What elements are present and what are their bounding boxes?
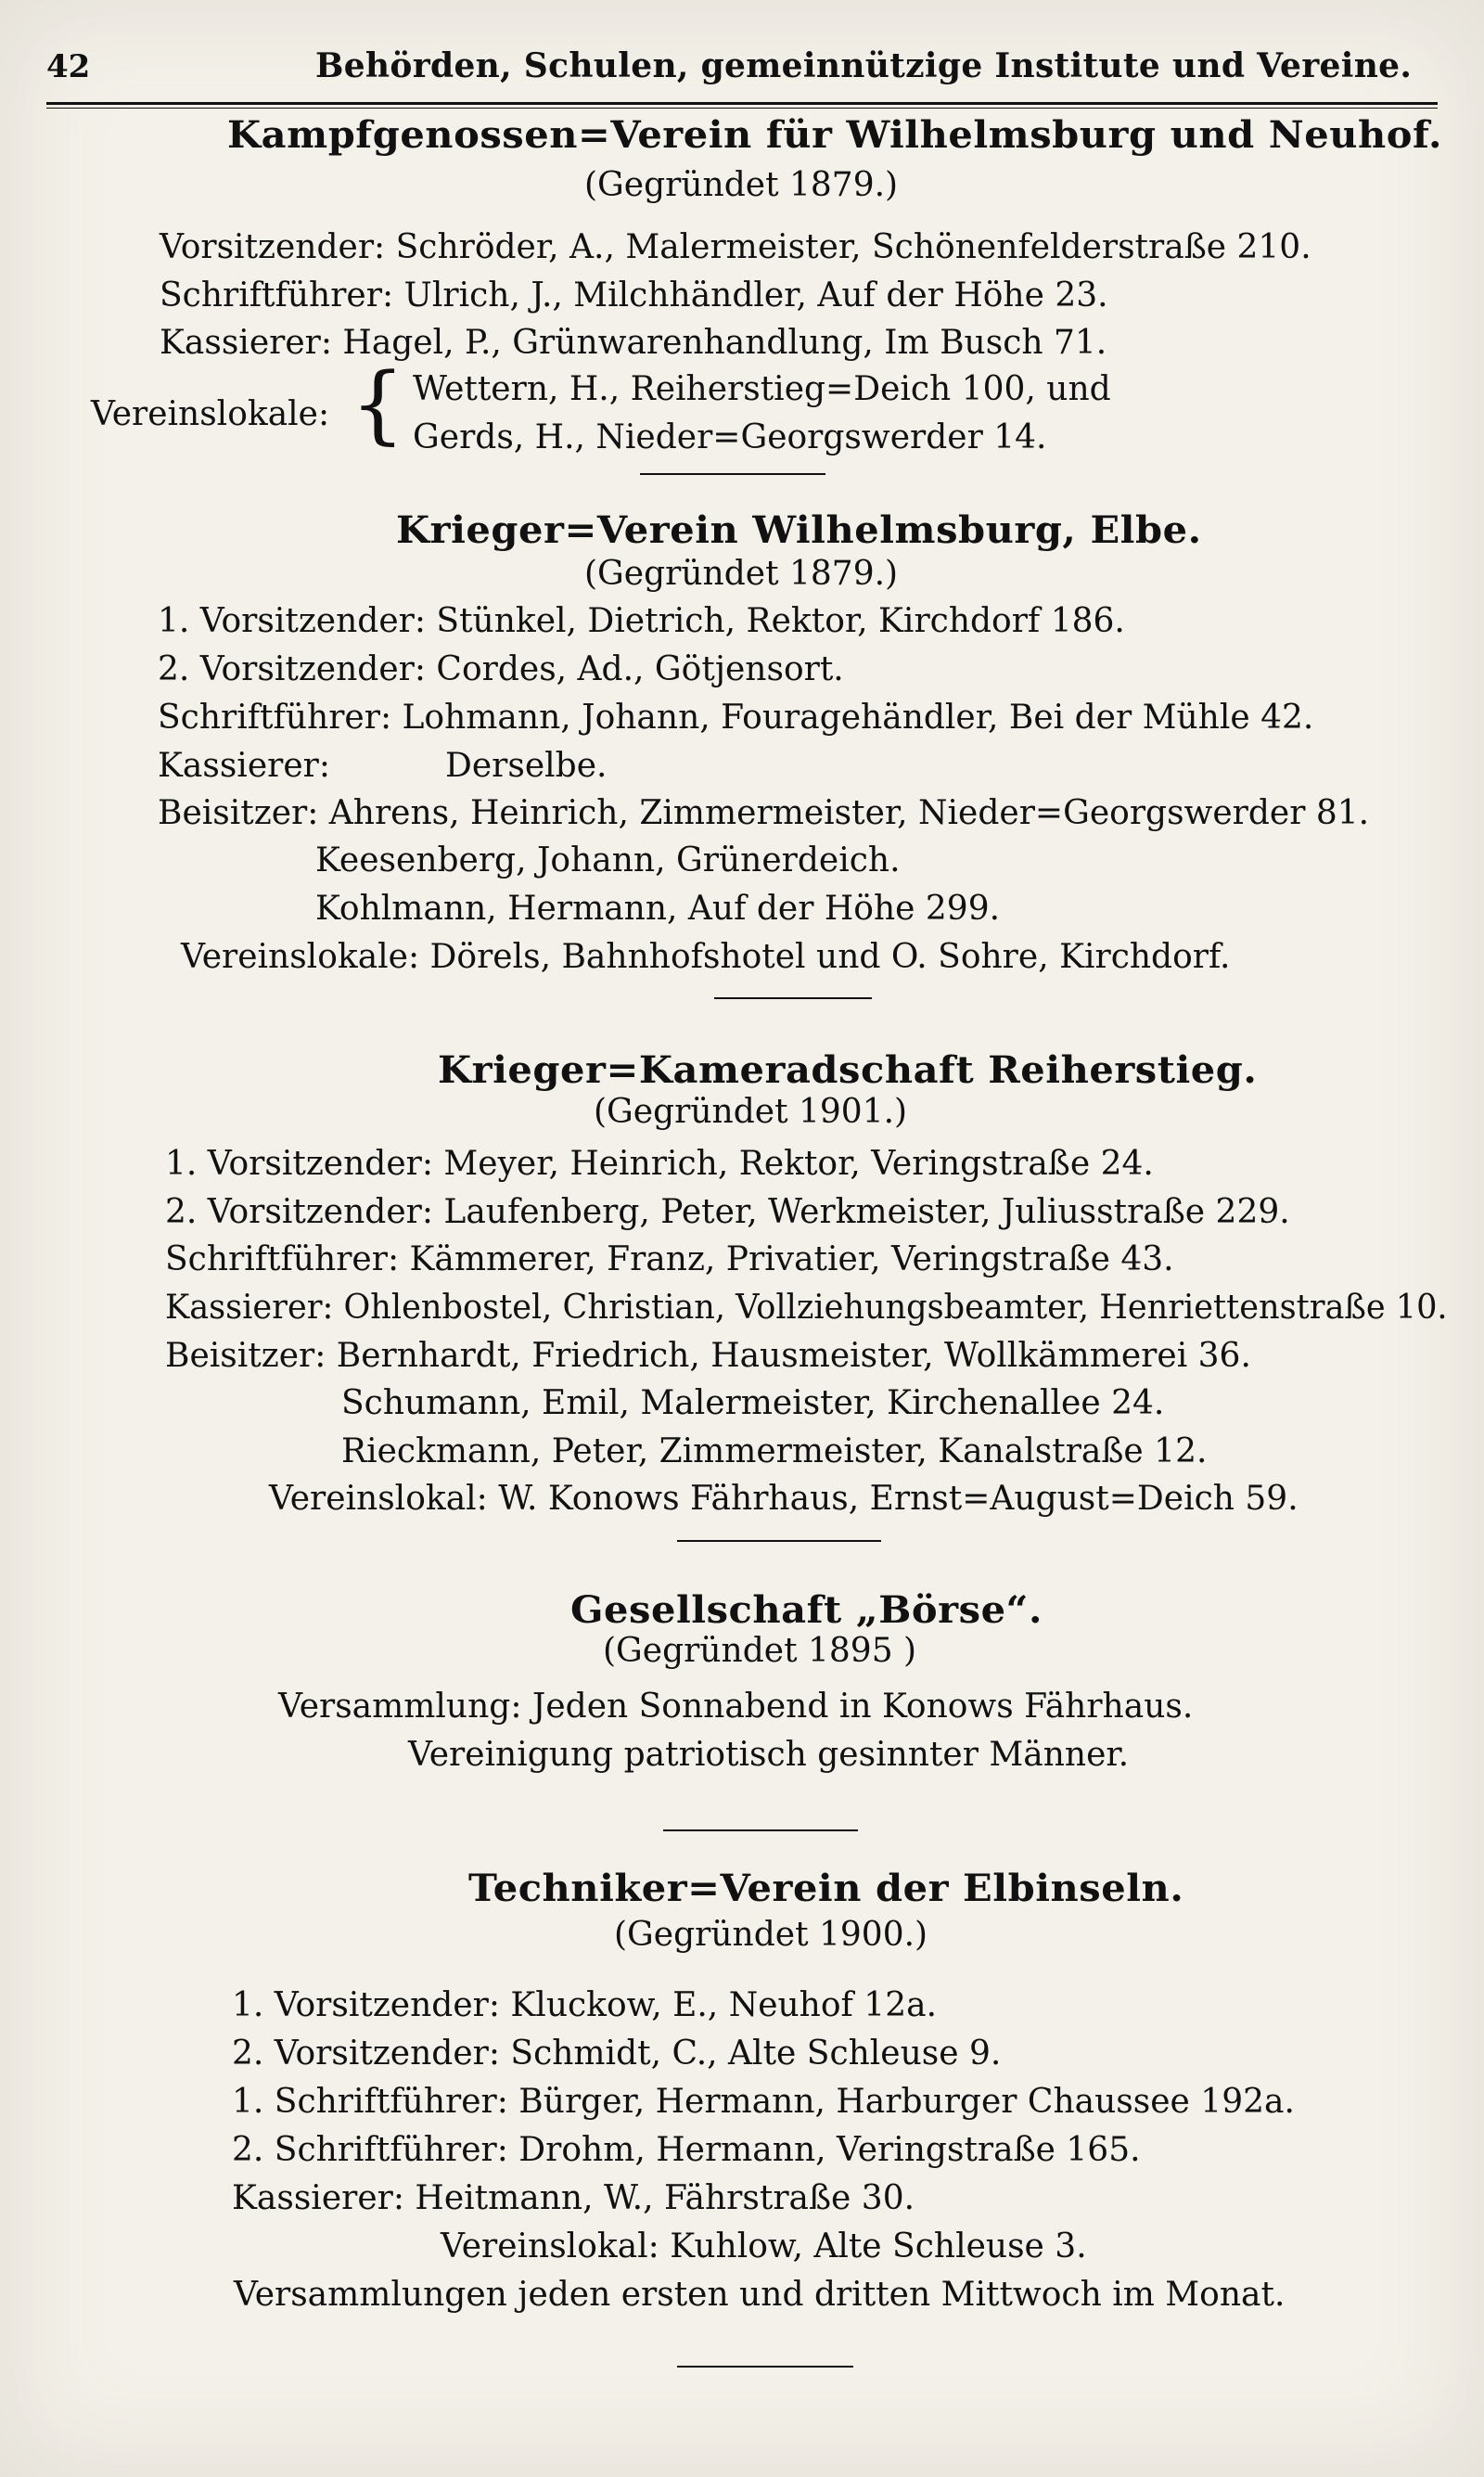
running-head: Behörden, Schulen, gemeinnützige Institute und Vereine.	[315, 46, 1413, 85]
entry-line: Vereinigung patriotisch gesinnter Männer.	[408, 1736, 1130, 1774]
section-title: Gesellschaft „Börse“.	[570, 1588, 1043, 1632]
entry-line: Kohlmann, Hermann, Auf der Höhe 299.	[315, 890, 1001, 928]
entry-line: Schriftführer: Ulrich, J., Milchhändler, Auf der Höhe 23.	[160, 276, 1108, 314]
entry-line: 1. Vorsitzender: Meyer, Heinrich, Rektor, Veringstraße 24.	[165, 1145, 1154, 1183]
entry-line: Kassierer: Hagel, P., Grünwarenhandlung, Im Busch 71.	[160, 324, 1107, 362]
entry-line: 1. Vorsitzender: Kluckow, E., Neuhof 12a.	[232, 1986, 938, 2024]
entry-line: Schriftführer: Lohmann, Johann, Fouragehändler, Bei der Mühle 42.	[158, 699, 1314, 737]
founded-line: (Gegründet 1879.)	[584, 166, 899, 204]
entry-line: Kassierer: Ohlenbostel, Christian, Vollziehungsbeamter, Henriettenstraße 10.	[165, 1289, 1448, 1327]
section-title: Techniker=Verein der Elbinseln.	[468, 1867, 1184, 1910]
entry-line: Wettern, H., Reiherstieg=Deich 100, und	[413, 370, 1111, 408]
entry-line: 2. Vorsitzender: Cordes, Ad., Götjensort.	[158, 650, 844, 688]
founded-line: (Gegründet 1901.)	[594, 1093, 908, 1131]
section-separator	[677, 2366, 853, 2368]
entry-line: Schriftführer: Kämmerer, Franz, Privatier, Veringstraße 43.	[165, 1240, 1174, 1278]
entry-line: 2. Schriftführer: Drohm, Hermann, Veringstraße 165.	[232, 2131, 1141, 2169]
section-separator	[663, 1829, 858, 1831]
section-title: Krieger=Kameradschaft Reiherstieg.	[438, 1048, 1258, 1092]
section-title: Krieger=Verein Wilhelmsburg, Elbe.	[396, 508, 1202, 552]
entry-line: Rieckmann, Peter, Zimmermeister, Kanalstraße 12.	[341, 1432, 1208, 1470]
entry-line: 2. Vorsitzender: Schmidt, C., Alte Schleuse 9.	[232, 2034, 1002, 2073]
entry-line: Beisitzer: Ahrens, Heinrich, Zimmermeister, Nieder=Georgswerder 81.	[158, 794, 1370, 832]
entry-label: Vereinslokale:	[91, 395, 330, 433]
section-separator	[640, 473, 825, 475]
entry-line: 1. Vorsitzender: Stünkel, Dietrich, Rektor, Kirchdorf 186.	[158, 602, 1125, 640]
entry-line: Kassierer:	[158, 747, 330, 785]
founded-line: (Gegründet 1900.)	[614, 1916, 928, 1954]
page-header	[46, 46, 1419, 83]
entry-line: Vereinslokale: Dörels, Bahnhofshotel und O. Sohre, Kirchdorf.	[181, 938, 1231, 976]
entry-line: Versammlung: Jeden Sonnabend in Konows Fährhaus.	[278, 1688, 1194, 1726]
entry-line: Schumann, Emil, Malermeister, Kirchenallee 24.	[341, 1384, 1165, 1422]
entry-line: Vorsitzender: Schröder, A., Malermeister, Schönenfelderstraße 210.	[160, 228, 1311, 266]
header-rule	[46, 102, 1438, 109]
entry-line: Derselbe.	[445, 747, 608, 785]
section-separator	[714, 997, 872, 999]
entry-line: 1. Schriftführer: Bürger, Hermann, Harburger Chaussee 192a.	[232, 2083, 1295, 2121]
entry-line: Vereinslokal: Kuhlow, Alte Schleuse 3.	[441, 2227, 1087, 2265]
entry-line: Vereinslokal: W. Konows Fährhaus, Ernst=August=Deich 59.	[269, 1480, 1298, 1518]
section-separator	[677, 1540, 881, 1542]
entry-line: Gerds, H., Nieder=Georgswerder 14.	[413, 418, 1047, 456]
entry-line: Versammlungen jeden ersten und dritten Mittwoch im Monat.	[234, 2276, 1286, 2314]
entry-line: 2. Vorsitzender: Laufenberg, Peter, Werkmeister, Juliusstraße 229.	[165, 1193, 1290, 1231]
entry-line: Beisitzer: Bernhardt, Friedrich, Hausmeister, Wollkämmerei 36.	[165, 1337, 1251, 1375]
section-title: Kampfgenossen=Verein für Wilhelmsburg und Neuhof.	[227, 113, 1442, 157]
entry-line: Keesenberg, Johann, Grünerdeich.	[315, 841, 901, 879]
founded-line: (Gegründet 1895 )	[603, 1632, 917, 1670]
page-number: 42	[46, 48, 91, 85]
curly-brace: {	[351, 354, 405, 454]
entry-line: Kassierer: Heitmann, W., Fährstraße 30.	[232, 2179, 915, 2217]
founded-line: (Gegründet 1879.)	[584, 555, 899, 593]
